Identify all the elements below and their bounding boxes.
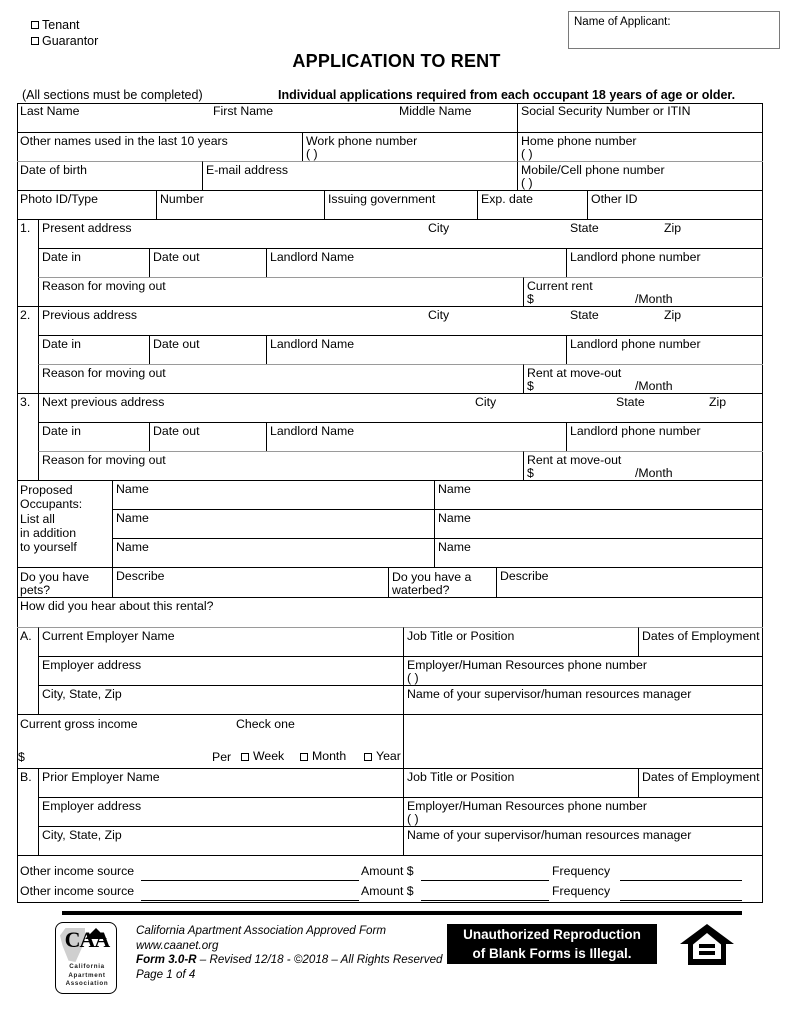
other-income-amount-line-2[interactable] — [421, 900, 549, 901]
checkbox-label: Week — [253, 749, 285, 763]
name-of-applicant-field[interactable] — [568, 11, 780, 49]
field-label: Reason for moving out — [42, 366, 166, 380]
field-waterbed-describe[interactable] — [496, 567, 763, 597]
field-label-zip: Zip — [709, 395, 727, 409]
field-date-out-3[interactable] — [149, 422, 266, 451]
field-label: Current Employer Name — [42, 629, 175, 643]
field-label: Number — [160, 192, 204, 206]
field-label: City, State, Zip — [42, 828, 122, 842]
row-letter: A. — [20, 629, 32, 643]
other-income-frequency-label: Frequency — [552, 864, 611, 878]
dollar-sign: $ — [527, 466, 534, 480]
field-label: First Name — [213, 104, 274, 118]
field-prior-job-title[interactable] — [403, 768, 638, 797]
field-current-job-title[interactable] — [403, 627, 638, 656]
field-label: Date out — [153, 250, 200, 264]
field-label: Middle Name — [399, 104, 472, 118]
field-landlord-phone-3[interactable] — [566, 422, 763, 451]
caa-sub-line-1: California — [69, 963, 105, 970]
field-label: Employer address — [42, 799, 142, 813]
field-current-gross-income[interactable] — [17, 714, 403, 768]
other-income-frequency-label: Frequency — [552, 884, 611, 898]
checkbox-year[interactable] — [364, 749, 401, 763]
label-line: Proposed — [20, 483, 73, 497]
field-current-employer-name[interactable] — [38, 627, 403, 656]
field-current-supervisor[interactable] — [403, 685, 763, 714]
phone-parenthesis: ( ) — [306, 147, 318, 161]
field-label: Name — [438, 540, 471, 554]
field-label: Other names used in the last 10 years — [20, 134, 228, 148]
field-label: Date out — [153, 337, 200, 351]
caa-logo-subtext — [56, 963, 117, 989]
field-prior-dates-employment[interactable] — [638, 768, 763, 797]
field-middle-name[interactable] — [399, 103, 517, 132]
address-2-spacer — [17, 335, 38, 364]
field-label: Date of birth — [20, 163, 87, 177]
instructions-right: Individual applications required from each occupant 18 years of age or older. — [278, 88, 736, 102]
footer-divider — [62, 911, 742, 915]
field-label: Landlord Name — [270, 250, 355, 264]
address-1-number — [17, 219, 38, 248]
other-income-section — [17, 855, 763, 903]
unauthorized-line-1: Unauthorized Reproduction — [463, 927, 641, 942]
field-label: Name — [438, 511, 471, 525]
field-pets-question[interactable] — [17, 567, 112, 597]
field-label-city: City — [428, 221, 450, 235]
field-label-state: State — [570, 308, 599, 322]
field-label: Date in — [42, 424, 81, 438]
field-label: Job Title or Position — [407, 770, 515, 784]
field-first-name[interactable] — [213, 103, 399, 132]
field-how-did-you-hear[interactable] — [17, 597, 763, 627]
caa-sub-line-2: Apartment — [68, 971, 106, 979]
label-line: in addition — [20, 526, 77, 540]
field-waterbed-question[interactable] — [388, 567, 496, 597]
label-line: List all — [20, 512, 55, 526]
other-income-frequency-line-2[interactable] — [620, 900, 742, 901]
field-issuing-government[interactable] — [324, 190, 477, 219]
field-label: Name of your supervisor/human resources manager — [407, 828, 692, 842]
field-label: Name — [116, 511, 149, 525]
footer-form-id: Form 3.0-R — [136, 953, 197, 966]
field-label: Name of your supervisor/human resources manager — [407, 687, 692, 701]
field-date-in-3[interactable] — [38, 422, 149, 451]
field-label: Current gross income — [20, 717, 138, 731]
phone-parenthesis: ( ) — [521, 176, 533, 190]
field-prior-employer-city[interactable] — [38, 826, 403, 855]
checkbox-week[interactable] — [241, 749, 284, 763]
other-income-source-label: Other income source — [20, 864, 135, 878]
employment-a-spacer-2 — [17, 685, 38, 714]
per-month-label: /Month — [635, 379, 673, 393]
footer-line-page: Page 1 of 4 — [136, 967, 196, 981]
field-rent-at-moveout-3[interactable] — [523, 451, 763, 480]
address-3-spacer — [17, 422, 38, 451]
field-label: Present address — [42, 221, 132, 235]
field-label: Mobile/Cell phone number — [521, 163, 665, 177]
field-reason-moving-2[interactable] — [38, 364, 523, 393]
row-letter: B. — [20, 770, 32, 784]
field-landlord-phone-1[interactable] — [566, 248, 763, 277]
checkbox-guarantor-label: Guarantor — [42, 34, 99, 48]
field-label: Rent at move-out — [527, 366, 622, 380]
field-label: Other ID — [591, 192, 638, 206]
field-prior-employer-address[interactable] — [38, 797, 403, 826]
field-landlord-phone-2[interactable] — [566, 335, 763, 364]
field-last-name[interactable] — [17, 103, 213, 132]
field-home-phone[interactable] — [517, 132, 763, 161]
field-label: Issuing government — [328, 192, 436, 206]
field-exp-date[interactable] — [477, 190, 587, 219]
dollar-sign: $ — [18, 750, 25, 764]
field-current-dates-employment[interactable] — [638, 627, 763, 656]
field-label: Previous address — [42, 308, 138, 322]
field-label: Name — [116, 482, 149, 496]
proposed-occupants-label — [17, 480, 112, 567]
field-label: Landlord phone number — [570, 337, 701, 351]
check-one-label: Check one — [236, 717, 295, 731]
field-label: Landlord Name — [270, 337, 355, 351]
field-mobile-phone[interactable] — [517, 161, 763, 190]
field-label: waterbed? — [392, 583, 450, 597]
caa-sub-line-3: Association — [65, 980, 109, 988]
field-date-of-birth[interactable] — [17, 161, 202, 190]
field-label: Employer address — [42, 658, 142, 672]
employment-a-spacer — [17, 656, 38, 685]
caa-logo — [55, 922, 117, 994]
field-label-state: State — [570, 221, 599, 235]
checkbox-label: Month — [312, 749, 347, 763]
unauthorized-line-2: of Blank Forms is Illegal. — [472, 946, 632, 961]
field-label-city: City — [475, 395, 497, 409]
field-id-number[interactable] — [156, 190, 324, 219]
field-photo-id-type[interactable] — [17, 190, 156, 219]
employment-a-letter — [17, 627, 38, 656]
field-other-id[interactable] — [587, 190, 763, 219]
field-occupant-name-1[interactable] — [112, 480, 434, 509]
checkbox-square-icon[interactable] — [300, 753, 308, 761]
footer-text — [136, 924, 442, 982]
field-label: Job Title or Position — [407, 629, 515, 643]
field-label: Employer/Human Resources phone number — [407, 799, 647, 813]
checkbox-label: Year — [376, 749, 401, 763]
field-label-zip: Zip — [664, 221, 682, 235]
field-label: Date out — [153, 424, 200, 438]
field-label: Last Name — [20, 104, 80, 118]
field-label: Employer/Human Resources phone number — [407, 658, 647, 672]
checkbox-tenant-label: Tenant — [42, 18, 80, 32]
field-date-out-1[interactable] — [149, 248, 266, 277]
field-label: E-mail address — [206, 163, 289, 177]
dollar-sign: $ — [527, 379, 534, 393]
employment-b-spacer — [17, 797, 38, 826]
checkbox-square-icon[interactable] — [364, 753, 372, 761]
checkbox-square-icon[interactable] — [31, 37, 39, 45]
field-label: How did you hear about this rental? — [20, 599, 214, 613]
other-income-source-line-1[interactable] — [141, 880, 359, 881]
instructions — [0, 88, 793, 104]
field-label: Landlord Name — [270, 424, 355, 438]
per-month-label: /Month — [635, 466, 673, 480]
field-label: Exp. date — [481, 192, 533, 206]
field-label: Work phone number — [306, 134, 418, 148]
field-previous-address[interactable] — [38, 306, 763, 335]
page-title: APPLICATION TO RENT — [292, 51, 501, 71]
field-label: Rent at move-out — [527, 453, 622, 467]
name-of-applicant-label: Name of Applicant: — [574, 16, 671, 28]
footer-line-form-number — [136, 953, 442, 968]
checkbox-month[interactable] — [300, 749, 346, 763]
field-rent-at-moveout-2[interactable] — [523, 364, 763, 393]
field-current-employer-city[interactable] — [38, 685, 403, 714]
field-label: Home phone number — [521, 134, 637, 148]
roof-icon — [85, 928, 107, 939]
field-occupant-name-2[interactable] — [434, 480, 763, 509]
field-prior-employer-name[interactable] — [38, 768, 403, 797]
checkbox-tenant[interactable] — [31, 17, 98, 33]
field-label: pets? — [20, 583, 51, 597]
field-occupant-name-4[interactable] — [434, 509, 763, 538]
field-label: Photo ID/Type — [20, 192, 98, 206]
instructions-left: (All sections must be completed) — [22, 88, 203, 102]
field-label: Do you have — [20, 570, 90, 584]
phone-parenthesis: ( ) — [521, 147, 533, 161]
other-income-source-label: Other income source — [20, 884, 135, 898]
field-next-previous-address[interactable] — [38, 393, 763, 422]
label-line: to yourself — [20, 540, 77, 554]
field-current-rent[interactable] — [523, 277, 763, 306]
footer-line-approved-form: California Apartment Association Approved Form — [136, 924, 387, 937]
other-income-amount-label: Amount $ — [361, 884, 414, 898]
other-income-amount-label: Amount $ — [361, 864, 414, 878]
field-email-address[interactable] — [202, 161, 517, 190]
unauthorized-reproduction-notice — [447, 924, 657, 964]
field-current-employer-address[interactable] — [38, 656, 403, 685]
field-reason-moving-1[interactable] — [38, 277, 523, 306]
field-label-zip: Zip — [664, 308, 682, 322]
field-label: City, State, Zip — [42, 687, 122, 701]
field-prior-supervisor[interactable] — [403, 826, 763, 855]
field-label: Describe — [116, 569, 165, 583]
field-date-in-1[interactable] — [38, 248, 149, 277]
dollar-sign: $ — [527, 292, 534, 306]
field-occupant-name-5[interactable] — [112, 538, 434, 567]
field-label: Name — [116, 540, 149, 554]
row-number: 1. — [20, 221, 31, 235]
field-other-names[interactable] — [17, 132, 302, 161]
field-label: Social Security Number or ITIN — [521, 104, 691, 118]
field-reason-moving-3[interactable] — [38, 451, 523, 480]
address-1-spacer-2 — [17, 277, 38, 306]
field-work-phone[interactable] — [302, 132, 517, 161]
per-month-label: /Month — [635, 292, 673, 306]
employment-b-letter — [17, 768, 38, 797]
field-label: Describe — [500, 569, 549, 583]
field-landlord-name-1[interactable] — [266, 248, 566, 277]
field-prior-hr-phone[interactable] — [403, 797, 763, 826]
address-2-spacer-2 — [17, 364, 38, 393]
row-number: 3. — [20, 395, 31, 409]
field-label: Reason for moving out — [42, 279, 166, 293]
equal-housing-opportunity-icon — [678, 922, 736, 968]
address-2-number — [17, 306, 38, 335]
row-number: 2. — [20, 308, 31, 322]
address-1-spacer — [17, 248, 38, 277]
field-label: Reason for moving out — [42, 453, 166, 467]
field-label: Date in — [42, 337, 81, 351]
field-occupant-name-3[interactable] — [112, 509, 434, 538]
per-label: Per — [212, 750, 232, 764]
field-label: Dates of Employment — [642, 770, 760, 784]
field-label: Date in — [42, 250, 81, 264]
other-income-amount-line-1[interactable] — [421, 880, 549, 881]
applicant-type-checkboxes — [31, 17, 98, 49]
field-label-city: City — [428, 308, 450, 322]
phone-parenthesis: ( ) — [407, 671, 419, 685]
field-ssn-itin[interactable] — [517, 103, 763, 132]
field-label-state: State — [616, 395, 645, 409]
field-label: Dates of Employment — [642, 629, 760, 643]
field-date-out-2[interactable] — [149, 335, 266, 364]
field-present-address[interactable] — [38, 219, 763, 248]
field-occupant-name-6[interactable] — [434, 538, 763, 567]
checkbox-guarantor[interactable] — [31, 33, 98, 49]
phone-parenthesis: ( ) — [407, 812, 419, 826]
checkbox-square-icon[interactable] — [241, 753, 249, 761]
address-3-spacer-2 — [17, 451, 38, 480]
field-label: Next previous address — [42, 395, 165, 409]
field-landlord-name-3[interactable] — [266, 422, 566, 451]
field-current-hr-phone[interactable] — [403, 656, 763, 685]
footer-form-revision: – Revised 12/18 - ©2018 – All Rights Reserved — [196, 953, 443, 966]
field-label: Do you have a — [392, 570, 472, 584]
label-line: Occupants: — [20, 497, 83, 511]
field-label: Name — [438, 482, 471, 496]
other-income-source-line-2[interactable] — [141, 900, 359, 901]
field-label: Prior Employer Name — [42, 770, 160, 784]
field-label: Current rent — [527, 279, 593, 293]
field-label: Landlord phone number — [570, 250, 701, 264]
field-landlord-name-2[interactable] — [266, 335, 566, 364]
caa-logo-letters: CAA — [64, 927, 110, 952]
other-income-frequency-line-1[interactable] — [620, 880, 742, 881]
employment-b-spacer-2 — [17, 826, 38, 855]
address-3-number — [17, 393, 38, 422]
field-label: Landlord phone number — [570, 424, 701, 438]
checkbox-square-icon[interactable] — [31, 21, 39, 29]
field-date-in-2[interactable] — [38, 335, 149, 364]
form-table — [17, 103, 763, 903]
field-pets-describe[interactable] — [112, 567, 388, 597]
footer-line-website: www.caanet.org — [136, 938, 219, 952]
gross-income-blank-cell[interactable] — [403, 714, 763, 768]
